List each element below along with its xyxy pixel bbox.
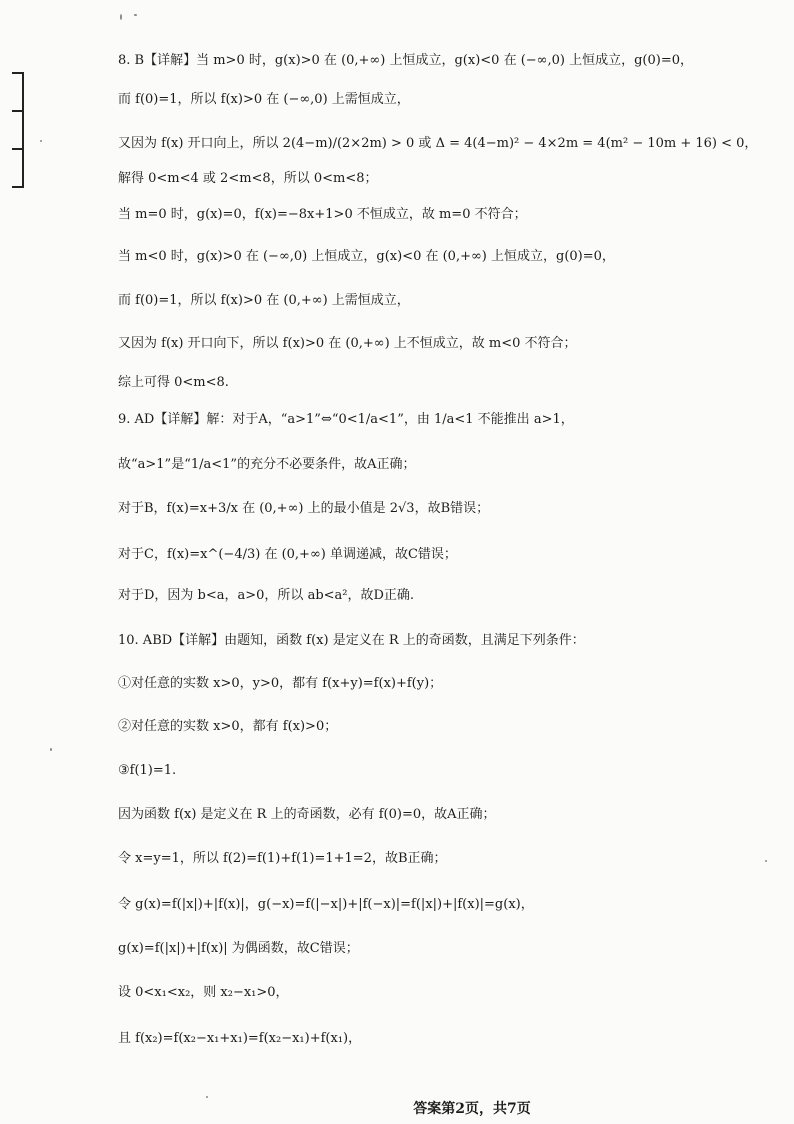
q10-condition-2: ②对任意的实数 x>0，都有 f(x)>0；: [118, 719, 338, 734]
q10-line-f-x2: 且 f(x₂)=f(x₂−x₁+x₁)=f(x₂−x₁)+f(x₁)，: [118, 1031, 362, 1046]
scan-speck: [50, 748, 52, 751]
q10-line-c: g(x)=f(|x|)+|f(x)| 为偶函数，故C错误；: [118, 941, 359, 956]
q10-line-set: 设 0<x₁<x₂，则 x₂−x₁>0，: [118, 985, 289, 1000]
q10-line-1: 10. ABD【详解】由题知，函数 f(x) 是定义在 R 上的奇函数，且满足下列条件：: [118, 633, 585, 648]
q8-line-7: 而 f(0)=1，所以 f(x)>0 在 (0,+∞) 上需恒成立，: [118, 293, 410, 308]
q9-option-c: 对于C，f(x)=x^(−4/3) 在 (0,+∞) 单调递减，故C错误；: [118, 547, 457, 562]
q8-line-3: 又因为 f(x) 开口向上，所以 2(4−m)/(2×2m) > 0 或 Δ = 4(4−m)² − 4×2m = 4(m² − 10m + 16) < 0，: [118, 136, 758, 151]
q8-conclusion: 综上可得 0<m<8.: [118, 375, 229, 390]
q8-line-8: 又因为 f(x) 开口向下，所以 f(x)>0 在 (0,+∞) 上不恒成立，故 m<0 不符合；: [118, 336, 577, 351]
q8-line-2: 而 f(0)=1，所以 f(x)>0 在 (−∞,0) 上需恒成立，: [118, 92, 410, 107]
q10-line-a: 因为函数 f(x) 是定义在 R 上的奇函数，必有 f(0)=0，故A正确；: [118, 807, 496, 822]
binding-tick: [12, 148, 23, 150]
binding-tick: [12, 110, 23, 112]
binding-tick: [12, 186, 23, 188]
q10-condition-1: ①对任意的实数 x>0，y>0，都有 f(x+y)=f(x)+f(y)；: [118, 676, 443, 691]
binding-bar: [22, 72, 24, 188]
q9-line-1: 9. AD【详解】解：对于A，“a>1”⇔“0<1/a<1”，由 1/a<1 不能推出 a>1，: [118, 412, 574, 427]
scan-speck: [120, 14, 122, 20]
q8-line-1: 8. B【详解】当 m>0 时，g(x)>0 在 (0,+∞) 上恒成立，g(x)<0 在 (−∞,0) 上恒成立，g(0)=0，: [118, 53, 693, 68]
binding-margin-marks: [12, 72, 26, 188]
q9-line-2: 故“a>1”是“1/a<1”的充分不必要条件，故A正确；: [118, 457, 416, 472]
q8-line-5: 当 m=0 时，g(x)=0，f(x)=−8x+1>0 不恒成立，故 m=0 不符合；: [118, 207, 527, 222]
q10-condition-3: ③f(1)=1.: [118, 763, 177, 778]
scan-speck: [134, 14, 137, 16]
page-footer: 答案第2页，共7页: [413, 1101, 531, 1117]
q10-line-g-def: 令 g(x)=f(|x|)+|f(x)|，g(−x)=f(|−x|)+|f(−x)|=f(|x|)+|f(x)|=g(x)，: [118, 897, 534, 912]
q9-option-b: 对于B，f(x)=x+3/x 在 (0,+∞) 上的最小值是 2√3，故B错误；: [118, 501, 490, 516]
binding-tick: [12, 72, 23, 74]
q8-line-4: 解得 0<m<4 或 2<m<8，所以 0<m<8；: [118, 171, 378, 186]
q10-line-b: 令 x=y=1，所以 f(2)=f(1)+f(1)=1+1=2，故B正确；: [118, 851, 447, 866]
scan-speck: [40, 140, 42, 142]
q8-line-6: 当 m<0 时，g(x)>0 在 (−∞,0) 上恒成立，g(x)<0 在 (0,+∞) 上恒成立，g(0)=0，: [118, 249, 615, 264]
scan-speck: [765, 860, 767, 862]
q9-option-d: 对于D，因为 b<a，a>0，所以 ab<a²，故D正确.: [118, 588, 415, 603]
